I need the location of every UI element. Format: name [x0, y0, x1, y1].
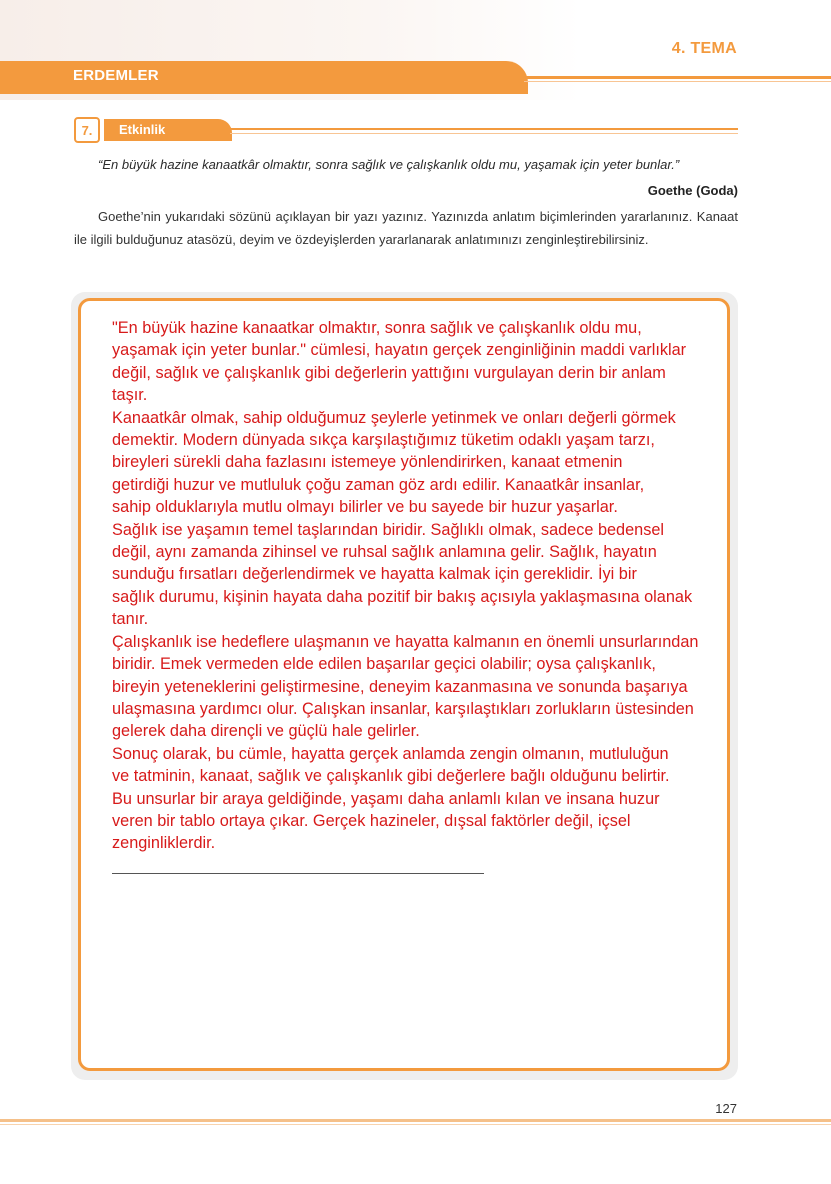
answer-line: getirdiği huzur ve mutluluk çoğu zaman göz ardı edilir. Kanaatkâr insanlar,: [112, 475, 645, 494]
answer-line: zenginliklerdir.: [112, 834, 216, 853]
handwritten-answer: [112, 317, 742, 855]
answer-line: sunduğu fırsatları değerlendirmek ve hayatta kalmak için gereklidir. İyi bir: [112, 565, 637, 584]
theme-label: 4. TEMA: [671, 40, 737, 57]
answer-line: tanır.: [112, 610, 149, 629]
answer-line: taşır.: [112, 386, 148, 405]
activity-divider: [230, 128, 738, 130]
answer-line: bireyin yeteneklerini geliştirmesine, deneyim kazanmasına ve sonunda başarıya: [112, 677, 688, 696]
footer-divider-thin: [0, 1124, 831, 1125]
answer-line: yaşamak için yeter bunlar." cümlesi, hayatın gerçek zenginliğinin maddi varlıklar: [112, 341, 687, 360]
page-number: 127: [715, 1101, 737, 1116]
activity-instructions: Goethe’nin yukarıdaki sözünü açıklayan bir yazı yazınız. Yazınızda anlatım biçimlerinden yararlanınız. Kanaat ile ilgili bulduğunuz atasözü, deyim ve özdeyişlerden yararlanarak anlatımınızı zenginleştirebilirsiniz.: [74, 209, 738, 247]
section-title: ERDEMLER: [73, 67, 159, 84]
answer-line: sağlık durumu, kişinin hayata daha pozitif bir bakış açısıyla yaklaşmasına olanak: [112, 587, 693, 606]
header-divider-thin: [524, 81, 831, 82]
answer-underline: [112, 873, 484, 874]
footer-divider: [0, 1119, 831, 1122]
answer-line: değil, sağlık ve çalışkanlık gibi değerlerin yattığını vurgulayan derin bir anlam: [112, 363, 666, 382]
answer-line: Sonuç olarak, bu cümle, hayatta gerçek anlamda zengin olmanın, mutluluğun: [112, 744, 669, 763]
answer-line: Sağlık ise yaşamın temel taşlarından biridir. Sağlıklı olmak, sadece bedensel: [112, 520, 665, 539]
answer-line: Çalışkanlık ise hedeflere ulaşmanın ve hayatta kalmanın en önemli unsurlarından: [112, 632, 699, 651]
header-divider: [524, 76, 831, 79]
answer-line: sahip olduklarıyla mutlu olmayı bilirler ve bu sayede bir huzur yaşarlar.: [112, 498, 618, 517]
answer-line: demektir. Modern dünyada sıkça karşılaştığımız tüketim odaklı yaşam tarzı,: [112, 431, 655, 450]
answer-line: veren bir tablo ortaya çıkar. Gerçek hazineler, dışsal faktörler değil, içsel: [112, 811, 631, 830]
answer-line: Bu unsurlar bir araya geldiğinde, yaşamı daha anlamlı kılan ve insana huzur: [112, 789, 660, 808]
answer-line: gelerek daha dirençli ve güçlü hale gelirler.: [112, 722, 420, 741]
answer-line: ve tatminin, kanaat, sağlık ve çalışkanlık gibi değerlere bağlı olduğunu belirtir.: [112, 767, 670, 786]
answer-line: değil, aynı zamanda zihinsel ve ruhsal sağlık anlamına gelir. Sağlık, hayatın: [112, 543, 657, 562]
quote-author: Goethe (Goda): [647, 183, 738, 198]
answer-line: "En büyük hazine kanaatkar olmaktır, sonra sağlık ve çalışkanlık oldu mu,: [112, 319, 642, 337]
answer-line: Kanaatkâr olmak, sahip olduğumuz şeylerle yetinmek ve onları değerli görmek: [112, 408, 676, 427]
answer-line: bireyleri sürekli daha fazlasını istemeye yönlendirirken, kanaat etmenin: [112, 453, 623, 472]
quote-text: “En büyük hazine kanaatkâr olmaktır, sonra sağlık ve çalışkanlık oldu mu, yaşamak için yeter bunlar.”: [98, 157, 680, 172]
answer-line: ulaşmasına yardımcı olur. Çalışkan insanlar, karşılaştıkları zorlukların üstesinden: [112, 699, 694, 718]
activity-divider-thin: [230, 133, 738, 134]
activity-label-tab: Etkinlik: [104, 119, 232, 141]
activity-number-badge: 7.: [74, 117, 100, 143]
answer-line: biridir. Emek vermeden elde edilen başarılar geçici olabilir; oysa çalışkanlık,: [112, 655, 656, 674]
